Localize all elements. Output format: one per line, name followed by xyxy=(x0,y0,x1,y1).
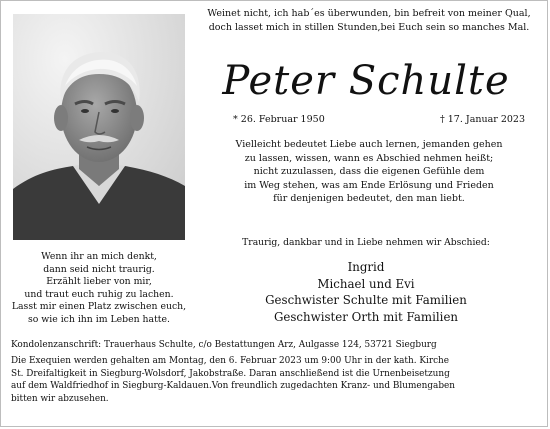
verse-line: so wie ich ihn im Leben hatte. xyxy=(27,313,170,325)
poem-line: im Weg stehen, was am Ende Erlösung und Frieden xyxy=(244,179,494,191)
quote-line: doch lasset mich in stillen Stunden,bei Euch sein so manches Mal. xyxy=(208,22,530,33)
verse-line: und traut euch ruhig zu lachen. xyxy=(24,288,174,300)
verse-line: Wenn ihr an mich denkt, xyxy=(41,251,157,262)
service-line: Die Exequien werden gehalten am Montag, den 6. Februar 2023 um 9:00 Uhr in der kath. Kirche xyxy=(11,356,450,367)
service-details xyxy=(11,339,541,405)
deceased-name: Peter Schulte xyxy=(222,58,510,104)
memorial-poem xyxy=(201,138,537,206)
verse-line: dann seid nicht traurig. xyxy=(43,263,155,275)
verse-line: Lasst mir einen Platz zwischen euch, xyxy=(11,301,187,313)
mourners-intro: Traurig, dankbar und in Liebe nehmen wir Abschied: xyxy=(242,237,490,248)
portrait-photo xyxy=(13,14,185,240)
poem-line: nicht zuzulassen, dass die eigenen Gefühle dem xyxy=(253,166,485,178)
poem-line: für denjenigen bedeutet, den man liebt. xyxy=(273,193,465,205)
birth-date: * 26. Februar 1950 xyxy=(233,114,325,125)
service-line: auf dem Waldfriedhof in Siegburg-Kaldauen.Von freundlich zugedachten Kranz- und Blumengaben xyxy=(11,381,455,392)
poem-line: zu lassen, wissen, wann es Abschied nehmen heißt; xyxy=(244,152,494,164)
mourner-name: Michael und Evi xyxy=(317,276,415,291)
mourner-name: Geschwister Schulte mit Familien xyxy=(265,293,467,307)
mourner-name: Ingrid xyxy=(347,260,385,274)
quote-line: Weinet nicht, ich hab´es überwunden, bin befreit von meiner Qual, xyxy=(207,8,531,19)
service-line: St. Dreifaltigkeit in Siegburg-Wolsdorf, Jakobstraße. Daran anschließend ist die Urnenbeisetzung xyxy=(11,368,450,379)
death-date: † 17. Januar 2023 xyxy=(439,114,525,125)
verse-line: Erzählt lieber von mir, xyxy=(46,276,152,288)
mourners-list xyxy=(201,259,531,325)
portrait-image xyxy=(13,14,185,240)
top-quote xyxy=(196,7,542,35)
mourner-name: Geschwister Orth mit Familien xyxy=(273,309,459,324)
condolence-address: Kondolenzanschrift: Trauerhaus Schulte, c/o Bestattungen Arz, Aulgasse 124, 53721 Siegburg xyxy=(11,340,437,350)
poem-line: Vielleicht bedeutet Liebe auch lernen, jemanden gehen xyxy=(235,139,503,150)
farewell-verse xyxy=(9,251,189,327)
service-line: bitten wir abzusehen. xyxy=(11,393,109,404)
